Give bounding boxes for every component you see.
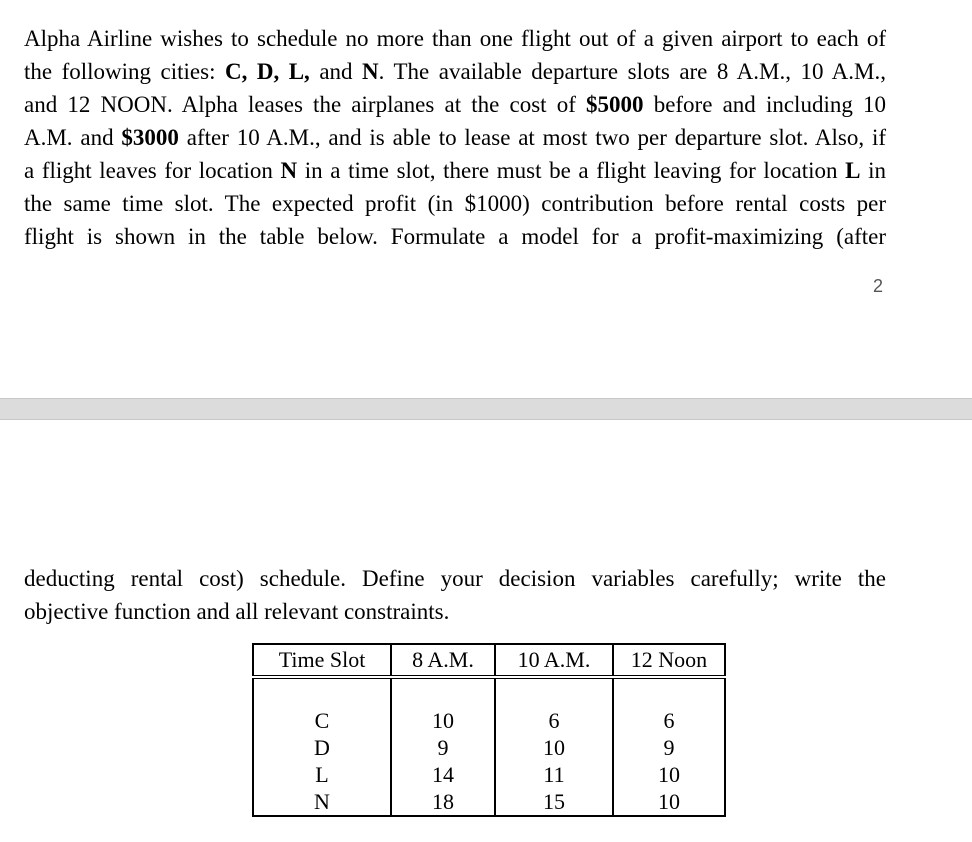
table-row bbox=[253, 734, 725, 761]
table-header-row bbox=[253, 644, 725, 677]
paragraph-line: the same time slot. The expected profit (in $1000) contribution before rental costs per bbox=[24, 191, 886, 216]
paragraph-line: the following cities: C, D, L, and N. The available departure slots are 8 A.M., 10 A.M., bbox=[24, 59, 886, 84]
problem-paragraph-continued bbox=[24, 562, 886, 628]
page-number: 2 bbox=[873, 276, 884, 296]
profit-cell: 14 bbox=[391, 761, 495, 788]
header-12noon: 12 Noon bbox=[613, 644, 725, 677]
profit-cell: 10 bbox=[391, 707, 495, 734]
header-time-slot: Time Slot bbox=[253, 644, 391, 677]
paragraph-line: deducting rental cost) schedule. Define your decision variables carefully; write the bbox=[24, 566, 886, 591]
paragraph-line: and 12 NOON. Alpha leases the airplanes at the cost of $5000 before and including 10 bbox=[24, 92, 886, 117]
table-row bbox=[253, 761, 725, 788]
profit-table bbox=[252, 643, 726, 817]
city-cell: L bbox=[253, 761, 391, 788]
profit-cell: 10 bbox=[613, 761, 725, 788]
profit-cell: 6 bbox=[495, 707, 613, 734]
profit-cell: 10 bbox=[495, 734, 613, 761]
problem-paragraph bbox=[24, 22, 886, 253]
paragraph-line: flight is shown in the table below. Formulate a model for a profit-maximizing (after bbox=[24, 224, 886, 249]
profit-cell: 15 bbox=[495, 788, 613, 816]
profit-cell: 11 bbox=[495, 761, 613, 788]
city-cell: D bbox=[253, 734, 391, 761]
city-cell: N bbox=[253, 788, 391, 816]
header-10am: 10 A.M. bbox=[495, 644, 613, 677]
table-row bbox=[253, 788, 725, 816]
page-break-separator bbox=[0, 398, 972, 420]
paragraph-line: objective function and all relevant constraints. bbox=[24, 599, 450, 624]
paragraph-line: Alpha Airline wishes to schedule no more than one flight out of a given airport to each of bbox=[24, 26, 886, 51]
paragraph-line: a flight leaves for location N in a time slot, there must be a flight leaving for location L in bbox=[24, 158, 886, 183]
paragraph-line: A.M. and $3000 after 10 A.M., and is able to lease at most two per departure slot. Also, if bbox=[24, 125, 886, 150]
profit-cell: 18 bbox=[391, 788, 495, 816]
table-spacer-row bbox=[253, 677, 725, 707]
header-8am: 8 A.M. bbox=[391, 644, 495, 677]
profit-cell: 9 bbox=[391, 734, 495, 761]
table-row bbox=[253, 707, 725, 734]
profit-cell: 10 bbox=[613, 788, 725, 816]
page-1 bbox=[0, 0, 972, 398]
city-cell: C bbox=[253, 707, 391, 734]
profit-table-container bbox=[252, 643, 726, 817]
profit-cell: 6 bbox=[613, 707, 725, 734]
profit-cell: 9 bbox=[613, 734, 725, 761]
